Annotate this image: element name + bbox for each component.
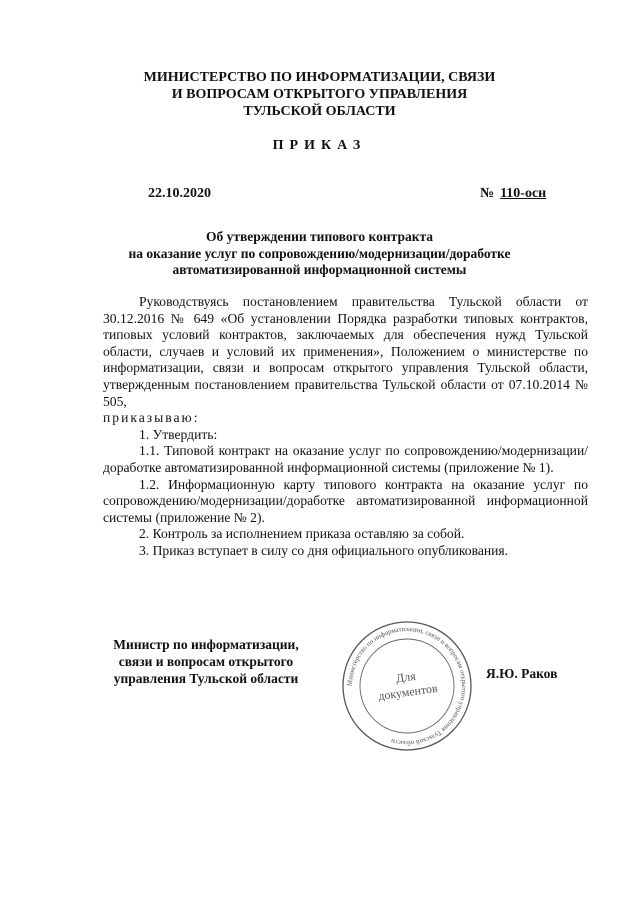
official-stamp — [340, 619, 474, 753]
item-2: 2. Контроль за исполнением приказа оставляю за собой. — [139, 526, 465, 542]
stamp-center-line-2: документов — [377, 680, 439, 704]
order-subject — [0, 229, 639, 279]
signatory-name: Я.Ю. Раков — [486, 666, 558, 681]
header-line-3: ТУЛЬСКОЙ ОБЛАСТИ — [243, 104, 396, 119]
subject-line-3: автоматизированной информационной системы — [172, 262, 467, 277]
number-sign: № — [480, 186, 495, 201]
signatory-title-line-3: управления Тульской области — [113, 671, 299, 686]
order-date: 22.10.2020 — [148, 186, 211, 201]
stamp-center-line-1: Для — [395, 668, 417, 686]
signatory-title-line-2: связи и вопросам открытого — [118, 654, 294, 669]
item-1: 1. Утвердить: — [139, 426, 218, 442]
number-value: 110-осн — [500, 186, 547, 201]
subject-line-1: Об утверждении типового контракта — [205, 229, 434, 244]
item-3: 3. Приказ вступает в силу со дня официального опубликования. — [139, 542, 509, 558]
signatory-title-line-1: Министр по информатизации, — [113, 637, 299, 652]
signatory-title — [96, 636, 316, 687]
header-line-1: МИНИСТЕРСТВО ПО ИНФОРМАТИЗАЦИИ, СВЯЗИ — [143, 70, 496, 85]
header-line-2: И ВОПРОСАМ ОТКРЫТОГО УПРАВЛЕНИЯ — [171, 87, 468, 102]
subject-line-2: на оказание услуг по сопровождению/модернизации/доработке — [128, 245, 511, 261]
item-1-1: 1.1. Типовой контракт на оказание услуг по сопровождению/модернизации/доработке автоматизированной информационной системы (приложение № 1). — [103, 443, 588, 475]
stamp-ring-textpath: Министерство по информатизации, связи и вопросам открытого управления Тульской области — [346, 625, 468, 747]
preamble-paragraph: Руководствуясь постановлением правительства Тульской области от 30.12.2016 № 649 «Об установлении Порядка разработки типовых контрактов, типовых условий контрактов, заключаемых для обеспечения нужд Тульской области, случаев и условий их применения», Положением о министерстве по информатизации, связи и вопросам открытого управления Тульской области, утвержденным постановлением правительства Тульской области от 07.10.2014 № 505, — [103, 294, 588, 409]
order-body — [103, 294, 588, 560]
order-title: ПРИКАЗ — [272, 138, 367, 153]
item-1-2: 1.2. Информационную карту типового контракта на оказание услуг по сопровождению/модернизации/доработке автоматизированной информационной системы (приложение № 2). — [103, 476, 588, 525]
order-number — [480, 186, 546, 202]
ministry-header — [0, 69, 639, 120]
order-word: приказываю: — [103, 410, 200, 426]
